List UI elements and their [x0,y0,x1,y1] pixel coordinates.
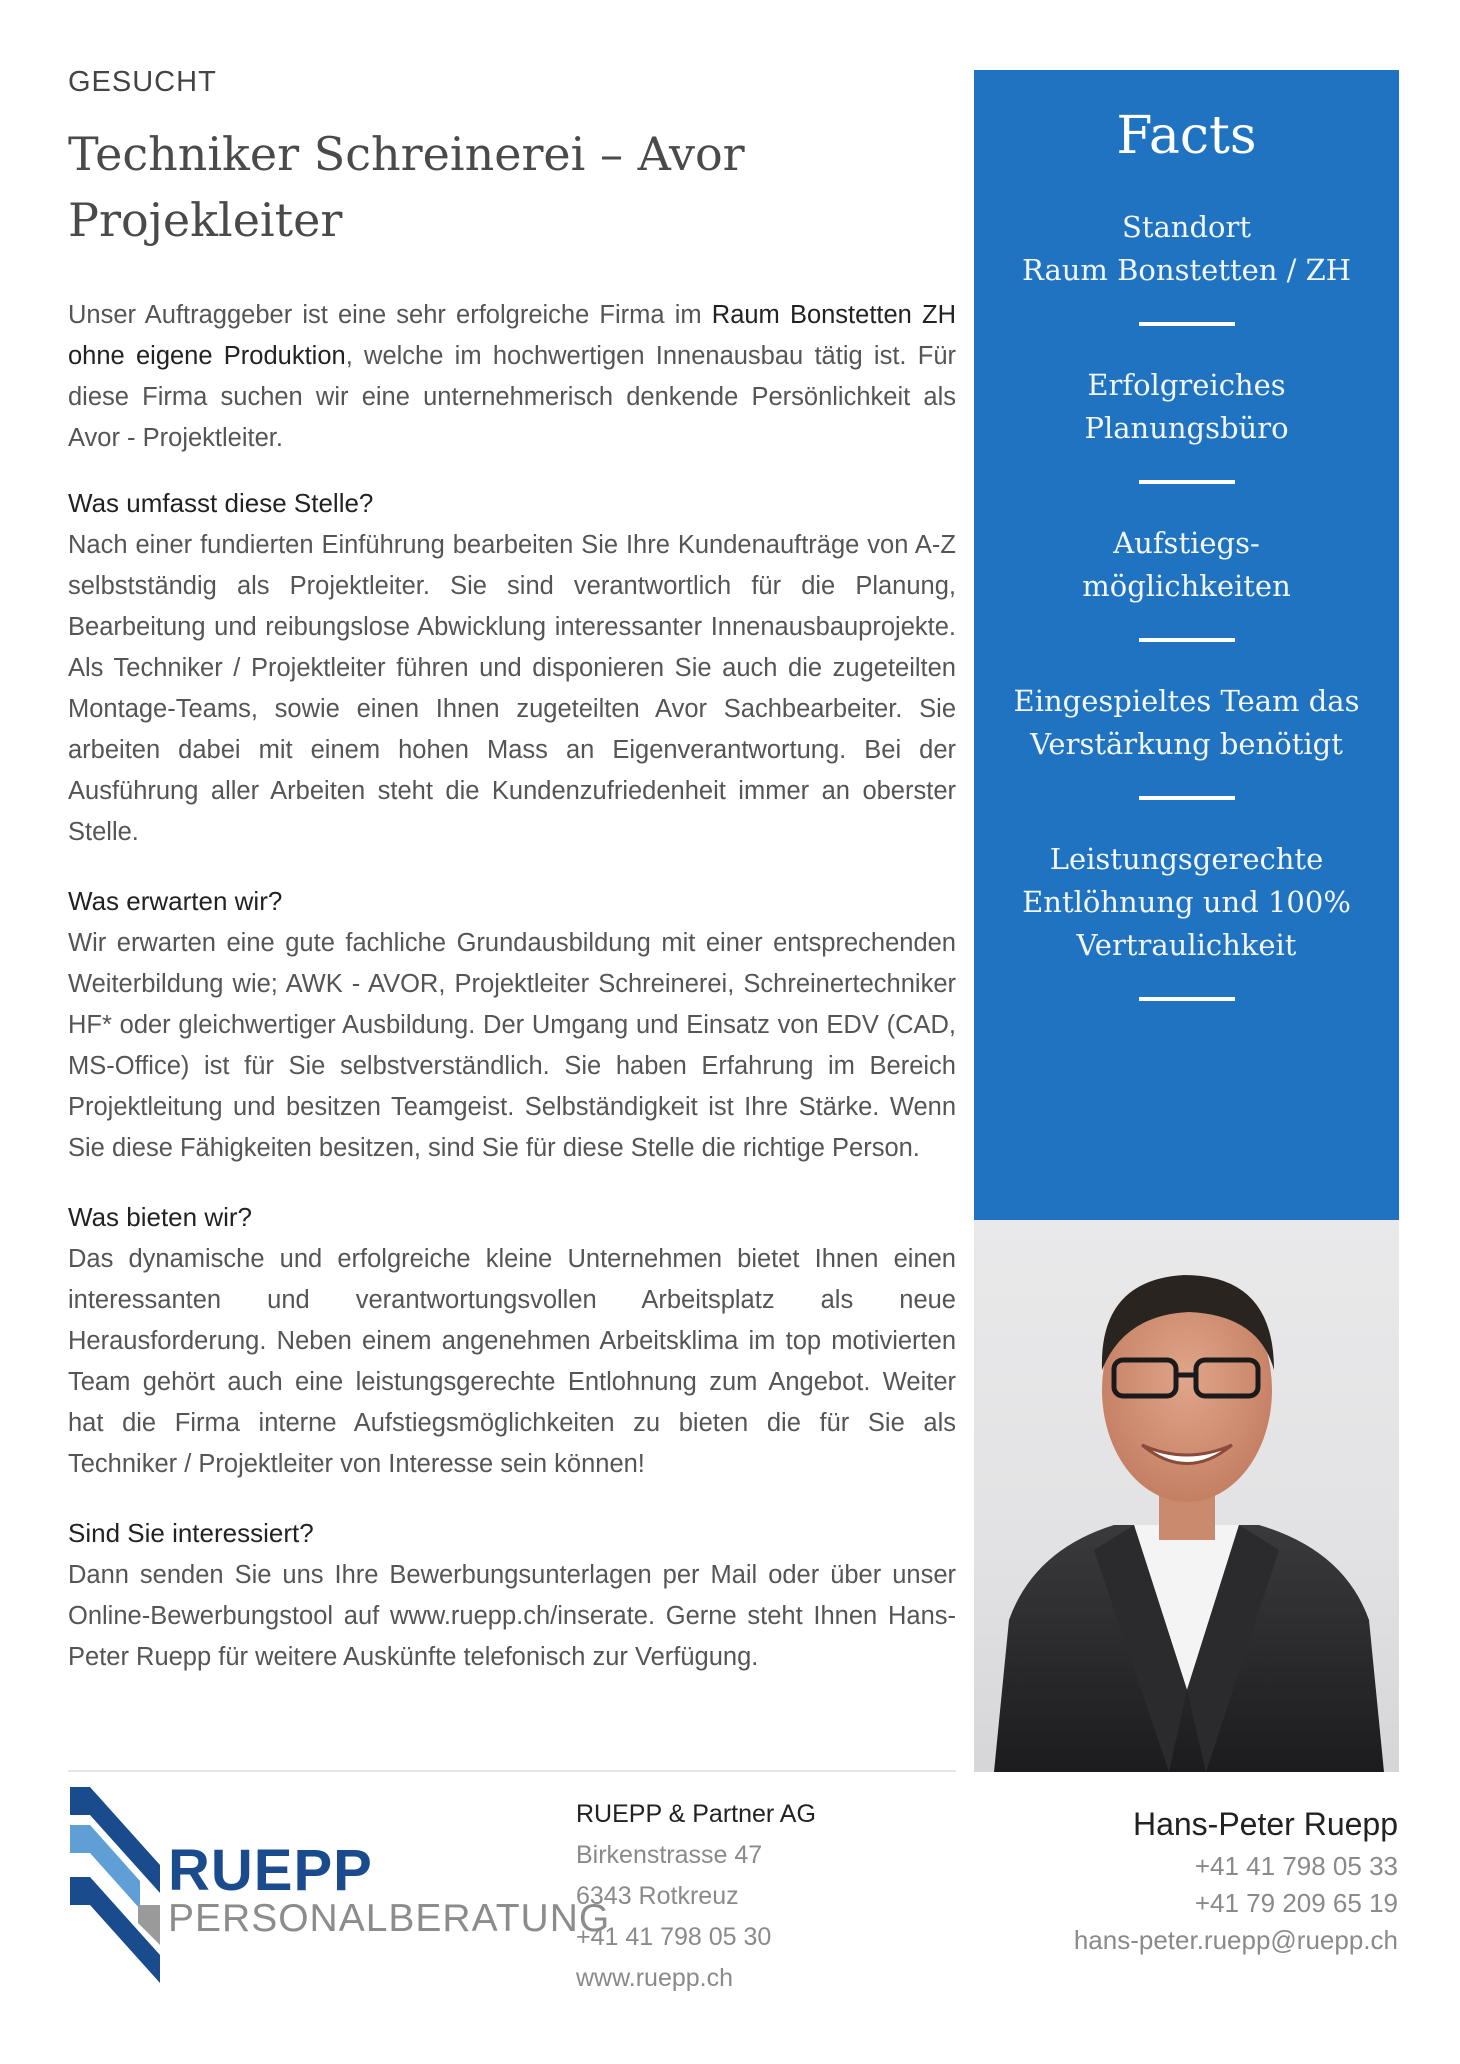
section-text: Dann senden Sie uns Ihre Bewerbungsunterlagen per Mail oder über unser Online-Bewerbungstool auf www.ruepp.ch/inserate. Gerne steht Ihnen Hans-Peter Ruepp für weitere Auskünfte telefonisch zur Verfügung. [68,1561,956,1671]
company-phone[interactable]: +41 41 798 05 30 [576,1923,772,1951]
section-text: Wir erwarten eine gute fachliche Grundausbildung mit einer entsprechenden Weiterbildung wie; AWK - AVOR, Projektleiter Schreinerei, Schreinertechniker HF* oder gleichwertiger Ausbildung. Der Umgang und Einsatz von EDV (CAD, MS-Office) ist für Sie selbstverständlich. Sie haben Erfahrung im Bereich Projektleitung und besitzen Teamgeist. Selbständigkeit ist Ihre Stärke. Wenn Sie diese Fähigkeiten besitzen, sind Sie für diese Stelle die richtige Person. [68,929,956,1162]
job-title-line2: Projekleiter [68,193,343,247]
logo-wordmark: RUEPP [168,1838,373,1903]
section-requirements [68,881,956,1169]
eyebrow-label: GESUCHT [68,66,217,98]
company-address [576,1793,816,1999]
contact-email-link[interactable]: hans-peter.ruepp@ruepp.ch [1073,1925,1398,1955]
fact-line: Erfolgreiches [1087,368,1286,402]
company-city: 6343 Rotkreuz [576,1882,739,1910]
fact-divider [1139,638,1235,642]
company-name: RUEPP & Partner AG [576,1800,816,1828]
logo-subtitle: PERSONALBERATUNG [168,1897,611,1940]
section-text: Nach einer fundierten Einführung bearbeiten Sie Ihre Kundenaufträge von A-Z selbstständig als Projektleiter. Sie sind verantwortlich für die Planung, Bearbeitung und reibungslose Abwicklung interessanter Innenausbauprojekte. Als Techniker / Projektleiter führen und disponieren Sie auch die zugeteilten Montage-Teams, sowie einen Ihnen zugeteilten Avor Sachbearbeiter. Sie arbeiten dabei mit einem hohen Mass an Eigenverantwortung. Bei der Ausführung aller Arbeiten steht die Kundenzufriedenheit immer an oberster Stelle. [68,531,956,846]
section-heading: Sind Sie interessiert? [68,1518,314,1548]
fact-line: Raum Bonstetten / ZH [1021,253,1352,287]
job-title [68,121,788,253]
portrait-illustration [974,1220,1399,1772]
contact-name: Hans-Peter Ruepp [1132,1806,1398,1842]
fact-salary [974,838,1399,967]
contact-phone-office[interactable]: +41 41 798 05 33 [1194,1851,1398,1881]
fact-line: Verstärkung benötigt [1030,727,1343,761]
intro-text-part2: , welche im hochwertigen Innenausbau tätig ist. Für diese Firma suchen wir eine unternehmerisch denkende Persönlichkeit als Avor - Projektleiter. [68,342,956,452]
company-website-link[interactable]: www.ruepp.ch [576,1964,734,1992]
contact-portrait [974,1220,1399,1772]
fact-location [974,206,1399,292]
section-heading: Was umfasst diese Stelle? [68,488,374,518]
contact-phone-mobile[interactable]: +41 79 209 65 19 [1194,1888,1398,1918]
fact-divider [1139,997,1235,1001]
section-duties [68,483,956,853]
fact-office [974,364,1399,450]
fact-line: Planungsbüro [1084,411,1289,445]
job-title-line1: Techniker Schreinerei – Avor [68,127,745,181]
fact-divider [1139,480,1235,484]
company-logo [68,1785,611,1985]
section-heading: Was bieten wir? [68,1202,252,1232]
fact-line: Leistungsgerechte [1049,842,1324,876]
fact-team [974,680,1399,766]
fact-line: möglichkeiten [1082,569,1291,603]
intro-text-part1: Unser Auftraggeber ist eine sehr erfolgreiche Firma im [68,301,712,329]
fact-line: Aufstiegs- [1113,526,1260,560]
job-ad-main [68,66,956,1706]
section-heading: Was erwarten wir? [68,886,283,916]
contact-person [1074,1800,1398,1959]
fact-line: Standort [1121,210,1252,244]
intro-highlight: Raum Bonstetten ZH ohne eigene Produktion [68,301,956,370]
section-offer [68,1197,956,1485]
fact-career [974,522,1399,608]
footer-divider [68,1770,956,1772]
facts-panel [974,70,1399,1270]
section-interested [68,1513,956,1678]
intro-paragraph [68,295,956,459]
fact-line: Eingespieltes Team das [1013,684,1360,718]
company-street: Birkenstrasse 47 [576,1841,763,1869]
fact-line: Entlöhnung und 100% [1022,885,1351,919]
fact-line: Vertraulichkeit [1076,928,1297,962]
logo-mark-icon [68,1785,163,1985]
fact-divider [1139,796,1235,800]
fact-divider [1139,322,1235,326]
section-text: Das dynamische und erfolgreiche kleine Unternehmen bietet Ihnen einen interessanten und verantwortungsvollen Arbeitsplatz als neue Herausforderung. Neben einem angenehmen Arbeitsklima im top motivierten Team gehört auch eine leistungsgerechte Entlohnung zum Angebot. Weiter hat die Firma interne Aufstiegsmöglichkeiten zu bieten die für Sie als Techniker / Projektleiter von Interesse sein können! [68,1245,956,1478]
facts-title: Facts [1116,106,1257,166]
